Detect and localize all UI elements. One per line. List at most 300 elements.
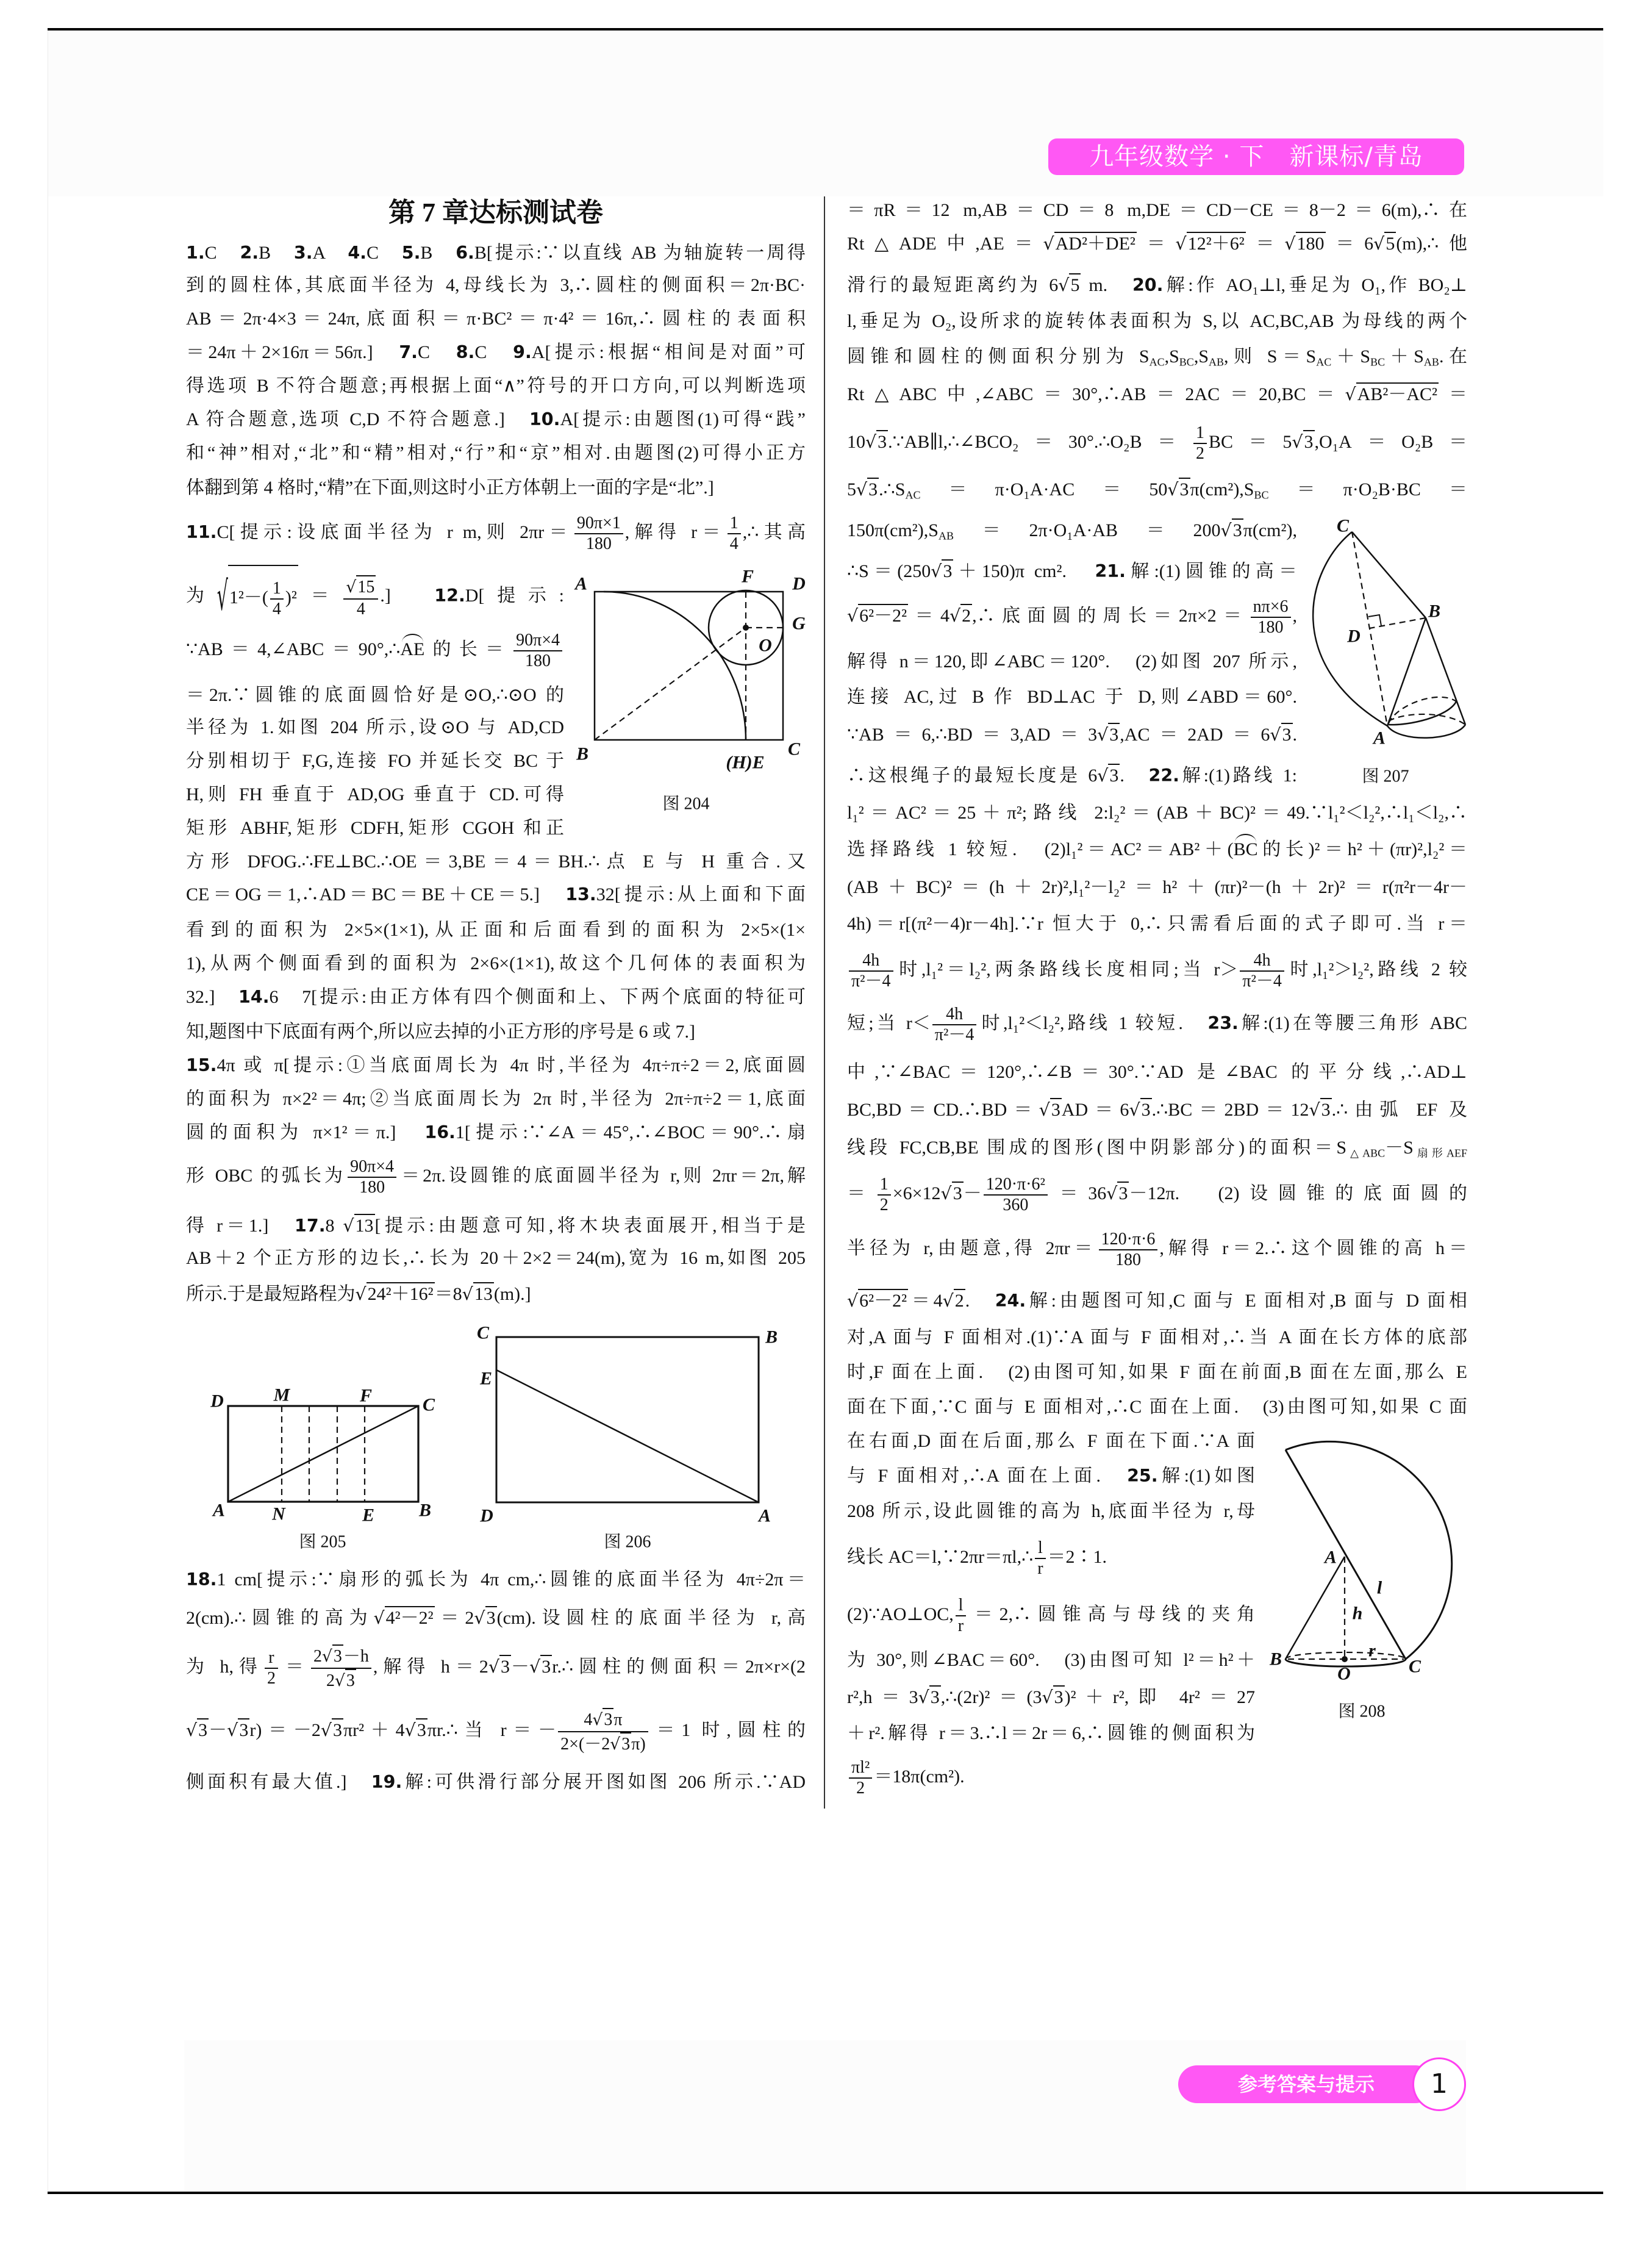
text-run: 2 [879,1196,889,1215]
text-run: .∴由弧 EF 及 [1331,1100,1467,1120]
radical-sign-icon: √ [343,1216,354,1236]
subscript: AC [905,489,921,501]
text-run: (m).] [493,1284,531,1304]
text-run: 知,题图中下底面有两个,所以应去掉的小正方形的序号是 6 或 7.] [186,1022,695,1042]
text-run: B [420,243,456,263]
question-number: 6. [456,243,474,263]
radical-sign-icon: √ [1270,725,1281,745]
text-run: 360 [1003,1196,1029,1215]
figure-204 [574,567,806,814]
figure-207 [1313,516,1465,786]
label-b: B [765,1327,778,1347]
text-run: 3 [953,1183,962,1203]
question-number: 4. [348,243,367,263]
text-run: 解:作 AO₁⊥l,垂足为 O₁,作 BO₂⊥ [1163,275,1467,295]
arc-notation: BC [1233,839,1258,859]
text-run: ＝36 [1049,1183,1107,1203]
radical-sign-icon: √ [186,1720,198,1740]
question-number: 8. [456,342,475,362]
text-run: ∴这根绳子的最短长度是 6 [847,766,1098,786]
text-run: 180 [525,651,551,671]
text-run: ＝2π.设圆锥的底面圆半径为 r,则 2πr＝2π,解 [398,1166,806,1186]
text-run: ×6×12 [892,1183,941,1203]
label-f: F [741,566,754,587]
text-run: [提示:由题意可知,将木块表面展开,相当于是 [374,1216,806,1236]
segment-ea [496,1370,759,1502]
text-run: AD²＋DE² [1055,234,1135,254]
text-run: ＝8 [434,1284,462,1304]
label-c: C [787,739,801,759]
cone-base-inner-front [1389,701,1456,725]
subscript: AB [1209,356,1225,368]
text-run: 和“神”相对,“北”和“精”相对,“行”和“京”相对.由题图(2)可得小正方 [186,443,806,463]
text-run: 解:(1)路线 1: [1179,766,1298,786]
text-run: 的长＝ [424,639,512,659]
subscript: 扇形AEF [1413,1147,1467,1160]
question-number: 21. [1095,561,1126,581]
text-run: A[提示:根据“相间是对面”可 [531,342,806,362]
text-run: (cm).设圆柱的底面半径为 r,高 [496,1608,806,1628]
radical-sign-icon: √ [610,1735,621,1754]
text-run: C [204,243,240,263]
radical-sign-icon: √ [1058,275,1070,295]
text-run: 中,∵∠BAC＝120°,∴∠B＝30°.∵AD 是∠BAC 的平分线,∴AD⊥ [847,1062,1467,1082]
text-run: 与 F 面相对,∴A 面在上面. [847,1466,1128,1486]
text-run: r²,h＝3 [847,1687,918,1707]
text-run: 到的圆柱体,其底面半径为 4,母线长为 3,∴圆柱的侧面积＝2π·BC· [186,275,806,295]
text-run: 13 [355,1216,374,1236]
text-run: 3 [333,1647,342,1666]
label-r: r [1368,1640,1376,1661]
question-number: 9. [513,342,532,362]
text-run: 体翻到第 4 格时,“精”在下面,则这时小正方体朝上一面的字是“北”.] [186,478,714,498]
text-run: r [957,1616,964,1636]
question-number: 3. [293,243,313,263]
subscript: AC [1316,356,1332,368]
text-run: ＋150)π cm². [953,561,1095,581]
text-run: 3 [239,1720,249,1740]
question-number: 17. [295,1216,326,1236]
text-run: l [958,1596,964,1615]
radical-sign-icon: √ [216,573,228,620]
radical-sign-icon: √ [1097,725,1109,745]
figure-caption: 图 207 [1362,767,1409,786]
radical-sign-icon: √ [355,1284,367,1304]
text-run: 滑行的最短距离约为 6 [847,275,1059,295]
label-e: E [362,1505,375,1526]
text-run: ＝2π.∵圆锥的底面圆恰好是⊙O,∴⊙O 的 [186,685,564,705]
text-run: ＝πR＝12 m,AB＝CD＝8 m,DE＝CD－CE＝8－2＝6(m),∴在 [847,200,1467,220]
radical-sign-icon: √ [1284,234,1296,254]
label-h: h [1352,1603,1363,1624]
text-run: r)＝－2 [249,1720,321,1740]
question-number: 7. [399,342,418,362]
text-run: ＝2 [434,1608,474,1628]
text-run: 2 [954,1291,964,1311]
radical-sign-icon: √ [1106,1183,1118,1203]
text-run: 3 [1054,1687,1064,1707]
radical-sign-icon: √ [1309,1100,1320,1120]
text-run: C [474,342,513,362]
text-run: π [613,1710,623,1730]
text-run: 1 [879,1175,889,1194]
cone-base-front [1387,725,1465,738]
label-d: D [1347,626,1361,647]
text-run: .在 [1439,346,1468,367]
label-b: B [1428,601,1441,622]
text-run: . [965,1291,995,1311]
text-run: 2×(－2 [560,1735,610,1754]
text-run: 解:由题图可知,C 面与 E 面相对,B 面与 D 面相 [1026,1291,1468,1311]
text-run: . [1120,766,1149,786]
text-run: 4 [584,1710,593,1730]
text-run: ＝π·O₁A·AC＝50 [920,479,1168,500]
right-angle-mark [1368,615,1381,626]
text-run: 180 [1115,1250,1141,1270]
text-run: ＝ [279,1657,309,1677]
point-o [1342,1656,1348,1662]
label-c: C [1408,1656,1421,1677]
text-run: 2 [266,1669,276,1688]
radical-sign-icon: √ [847,1291,859,1311]
radical-sign-icon: √ [940,1183,952,1203]
text-run: 的长)²＝h²＋(πr)²,l₂²＝ [1257,839,1467,859]
text-run: 在右面,D 面在后面,那么 F 面在下面.∵A 面 [847,1431,1255,1451]
text-run: ＝4 [908,606,949,626]
text-run: 15 [357,578,375,597]
text-run: BC,BD＝CD.∴BD＝ [847,1100,1039,1120]
figure-caption: 图 206 [604,1532,651,1552]
text-run: 为 h,得 [186,1657,263,1677]
text-run: ,AC＝2AD＝6 [1120,725,1270,745]
radical-sign-icon: √ [1043,234,1054,254]
question-number: 13. [565,884,596,905]
label-b: B [418,1500,432,1521]
text-run: 8 [325,1216,343,1236]
radical-sign-icon: √ [1345,384,1356,404]
text-run: ＋r².解得 r＝3.∴l＝2r＝6,∴圆锥的侧面积为 [847,1723,1255,1743]
text-run: 方形 DFOG.∴FE⊥BC.∴OE＝3,BE＝4＝BH.∴点 E 与 H 重合.又 [186,852,806,872]
radical-sign-icon: √ [1039,1100,1050,1120]
radical-sign-icon: √ [1292,432,1303,452]
text-run: B [259,243,294,263]
text-run: 120·π·6 [1101,1230,1156,1249]
text-run: 4 [272,600,281,619]
text-run: π²－4 [934,1025,974,1045]
text-run: ∵AB＝6,∴BD＝3,AD＝3 [847,725,1098,745]
text-run: 6 7[提示:由正方体有四个侧面和上、下两个底面的特征可 [269,987,806,1007]
text-run: 3 [1282,725,1292,745]
text-run: 3 [542,1657,551,1677]
text-run: 4 [729,534,738,554]
text-run: 2 [856,1779,865,1798]
text-run: ∵AB＝4,∠ABC＝90°,∴ [186,639,401,659]
label-b: B [1269,1649,1282,1669]
label-o: O [759,635,772,656]
label-l: l [1376,1577,1382,1598]
text-run: ＝ [847,1183,876,1203]
text-run: 4h)＝r[(π²－4)r－4h].∵r 恒大于 0,∴只需看后面的式子即可.当 r＝ [847,914,1467,934]
text-run: 3 [604,1710,613,1730]
text-run: ＝ [1439,384,1467,404]
text-run: AB＝2π·4×3＝24π,底面积＝π·BC²＝π·4²＝16π,∴圆柱的表面积 [186,309,806,329]
radical-sign-icon: √ [1220,520,1232,540]
text-run: 3 [346,1671,355,1691]
text-run: －12π. (2)设圆锥的底面圆的 [1129,1183,1468,1203]
text-run: A[提示:由题图(1)可得“践” [560,409,806,429]
text-run: m. [1081,275,1132,295]
text-run: 3 [621,1735,631,1754]
text-run: C [366,243,402,263]
text-run: l,垂足为 O₂,设所求的旋转体表面积为 S,以 AC,BC,AB 为母线的两个 [847,311,1467,331]
radical-sign-icon: √ [227,1720,238,1740]
text-run: 2 [1195,444,1204,464]
text-run: π(cm²), [1243,520,1297,540]
text-run: (m),∴他 [1396,234,1468,254]
text-run: ＝ [1136,234,1176,254]
radical-sign-icon: √ [1167,479,1179,500]
text-run: 得 r＝1.] [186,1216,295,1236]
subscript: BC [1370,356,1386,368]
label-c: C [476,1322,490,1343]
text-run: 线长 AC＝l,∵2πr＝πl,∴ [847,1547,1034,1567]
radical-sign-icon: √ [949,606,961,626]
radical-sign-icon: √ [931,561,942,581]
text-run: .∴BC＝2BD＝12 [1151,1100,1309,1120]
text-run: Rt△ABC中,∠ABC＝30°,∴AB＝2AC＝20,BC＝ [847,384,1345,404]
text-run: H,则 FH 垂直于 AD,OG 垂直于 CD.可得 [186,784,564,805]
cone-base-inner-back [1389,697,1456,723]
text-run: r [268,1648,274,1668]
text-run: 为 [186,586,217,606]
text-run: ＝24π＋2×16π＝56π.] [186,342,399,362]
figure-206 [477,1323,778,1552]
label-c: C [422,1394,435,1415]
text-run: 线段 FC,CB,BE 围成的图形(图中阴影部分)的面积＝S [847,1138,1347,1158]
text-run: 面在下面,∵C 面与 E 面相对,∴C 面在上面. (3)由图可知,如果 C 面 [847,1397,1467,1417]
question-number: 24. [995,1291,1026,1311]
text-run: － [511,1657,530,1677]
text-run: ,∴其高 [742,522,806,542]
radical-sign-icon: √ [404,1720,416,1740]
text-run: 4 [356,600,365,619]
question-number: 16. [424,1122,456,1142]
text-run: 解:(1)圆锥的高＝ [1125,561,1297,581]
radical-sign-icon: √ [847,606,859,626]
text-run: ＝2∶1. [1047,1547,1107,1567]
subscript: △ABC [1346,1147,1386,1160]
text-run: 时,l₁²＞l₂²,路线 2 较 [1285,959,1468,980]
text-run: B[提示:∵以直线 AB 为轴旋转一周得 [474,243,806,263]
text-run: 时,l₁²＜l₂²,路线 1 较短. [978,1013,1208,1033]
text-run: CE＝OG＝1,∴AD＝BC＝BE＋CE＝5.] [186,884,566,905]
text-run: ,解得 r＝ [624,522,726,542]
text-run: )² [285,587,297,608]
text-run: 3 [1118,1183,1128,1203]
text-run: ∴S＝(250 [847,561,931,581]
label-a: A [574,573,588,594]
text-run: C [418,342,456,362]
question-number: 10. [529,409,560,429]
text-run: 1 cm[提示:∵扇形的弧长为 4π cm,∴圆锥的底面半径为 4π÷2π＝ [216,1569,806,1590]
text-run: 180 [1257,618,1284,637]
cone-edge [1426,618,1465,725]
text-run: 6²－2² [859,1291,907,1311]
radical-sign-icon: √ [865,432,877,452]
text-run: ＝2π·O₁A·AB＝200 [953,520,1221,540]
text-run: 2 [313,1647,322,1666]
text-run: 圆的面积为 π×1²＝π.] [186,1122,425,1142]
sector-arc [1285,1441,1452,1659]
text-run: ＝2,∴圆锥高与母线的夹角 [968,1604,1255,1624]
text-run: ,∴(2r)²＝(3 [940,1687,1042,1707]
text-run: 3 [1109,766,1119,786]
label-b: B [576,744,589,764]
text-run: ＝4 [908,1291,943,1311]
diagonal-ac [228,1406,418,1502]
text-run: 3 [198,1720,208,1740]
text-run: 3 [1232,520,1242,540]
text-run: ＝6 [1325,234,1374,254]
text-run: 90π×4 [516,631,560,650]
point-o [743,625,749,631]
radical-sign-icon: √ [1373,234,1385,254]
text-run: π(cm²),S [1190,479,1254,500]
label-m: M [273,1385,290,1405]
figure-caption: 图 208 [1338,1702,1386,1721]
text-run: －h [343,1647,369,1666]
text-run: 120·π·6² [985,1175,1045,1194]
text-run: 半径为 r,由题意,得 2πr＝ [847,1238,1097,1258]
text-run: ＝ [1245,234,1285,254]
text-run: r [1037,1559,1043,1579]
text-run: 3 [417,1720,426,1740]
radical-sign-icon: √ [334,1671,345,1691]
subscript: AC [1149,356,1165,368]
text-run: 解:(1)如图 [1157,1466,1255,1486]
radical-sign-icon: √ [462,1284,473,1304]
text-run: 时,F 面在上面. (2)由图可知,如果 F 面在前面,B 面在左面,那么 E [847,1362,1467,1382]
text-run: ＝π·O₂B·BC＝ [1268,479,1468,500]
text-run: 3 [501,1657,510,1677]
text-run: πr.∴当 r＝－ [427,1720,557,1740]
text-run: π) [631,1735,646,1754]
text-run: 1²－( [229,587,268,608]
text-run: . [1292,725,1297,745]
text-run: － [963,1183,982,1203]
text-run: AB²－AC² [1357,384,1438,404]
text-run: 32.] [186,987,239,1007]
subscript: AB [1423,356,1439,368]
text-run: 的面积为 π×2²＝4π;②当底面周长为 2π 时,半径为 2π÷π÷2＝1,底面 [186,1089,806,1109]
text-run: 连接 AC,过 B 作 BD⊥AC 于 D,则∠ABD＝60°. [847,687,1297,707]
question-number: 22. [1148,766,1179,786]
text-run: 2(cm).∴圆锥的高为 [186,1608,374,1628]
segment-ba [1387,618,1426,726]
text-run: .∵AB∥l,∴∠BCO₂＝30°.∴O₂B＝ [888,432,1192,452]
text-run: 3 [868,479,878,500]
text-run: 圆锥和圆柱的侧面积分别为 S [847,346,1150,367]
section-title: 第 7 章达标测试卷 [388,198,603,228]
text-run: ＋S [1331,346,1371,367]
segment-ab [1285,1557,1345,1659]
text-run: －S [1385,1138,1414,1158]
text-run: 180 [585,534,612,554]
text-run: 3 [878,432,887,452]
page-number: 1 [1412,2057,1466,2111]
label-a: A [1324,1547,1337,1568]
label-o: O [1337,1663,1351,1684]
text-run: 为 30°,则∠BAC＝60°. (3)由图可知 l²＝h²＋ [847,1650,1255,1670]
question-number: 11. [186,522,217,542]
text-run: (2)∵AO⊥OC, [847,1604,954,1624]
text-run: 3 [486,1608,496,1628]
text-run: 1 [1195,423,1204,443]
text-run: πr²＋4 [343,1720,405,1740]
radical-sign-icon: √ [1042,1687,1053,1707]
text-run: 解:(1)在等腰三角形 ABC [1238,1013,1468,1033]
text-run: 90π×4 [350,1157,395,1177]
question-number: 23. [1207,1013,1239,1033]
text-run: 5 [1070,275,1080,295]
subscript: BC [1254,489,1269,501]
radical-sign-icon: √ [918,1687,929,1707]
subscript: BC [1179,356,1194,368]
figure-caption: 图 205 [299,1532,346,1552]
text-run: 4h [862,951,880,970]
text-run: AB＋2 个正方形的边长,∴长为 20＋2×2＝24(m),宽为 16 m,如图 205 [186,1248,806,1268]
radical-sign-icon: √ [474,1608,485,1628]
text-run: ,解得 h＝2 [373,1657,488,1677]
text-run: 6²－2² [859,606,907,626]
text-run: 4π 或 π[提示:①当底面周长为 4π 时,半径为 4π÷π÷2＝2,底面圆 [216,1055,806,1075]
arc-notation: AE [400,639,425,659]
question-number: 1. [186,243,205,263]
label-d: D [792,573,806,594]
text-run: l₁²＝AC²＝25＋π²;路线 2:l₂²＝(AB＋BC)²＝49.∵l₁²＜l₂²,∴l₁＜l₂,∴ [847,803,1467,823]
question-number: 19. [371,1772,402,1792]
text-run: 所示.于是最短路程为 [186,1284,356,1304]
text-run: 208 所示,设此圆锥的高为 h,底面半径为 r,母 [847,1501,1255,1521]
text-run: 3 [1179,479,1189,500]
question-number: 25. [1127,1466,1158,1486]
text-run: 时,l₁²＝l₂²,两条路线长度相同;当 r＞ [895,959,1239,980]
text-run: ,O₁A＝O₂B＝ [1314,432,1467,452]
text-run: 形 OBC 的弧长为 [186,1166,346,1186]
text-run: )²＋r²,即 4r²＝27 [1064,1687,1256,1707]
label-a: A [758,1505,771,1526]
radical-sign-icon: √ [346,578,357,597]
segment-bo [595,628,746,740]
text-run: ＋S [1385,346,1424,367]
text-run: 180 [359,1178,385,1197]
text-run: 1[提示:∵∠A＝45°,∴∠BOC＝90°.∴扇 [455,1122,806,1142]
text-run: ,S [1164,346,1179,367]
text-run: 对,A 面与 F 面相对.(1)∵A 面与 F 面相对,∴当 A 面在长方体的底部 [847,1327,1467,1347]
text-run: 短;当 r＜ [847,1013,931,1033]
text-run: 2 [326,1671,335,1691]
text-run: ,S [1193,346,1209,367]
text-run: π²－4 [1242,972,1282,991]
text-run: l [1037,1538,1043,1558]
text-run: 3 [333,1720,343,1740]
question-number: 12. [434,586,465,606]
question-number: 2. [240,243,259,263]
label-d: D [210,1391,224,1411]
text-run: nπ×6 [1253,597,1289,617]
radical-sign-icon: √ [320,1720,332,1740]
radical-sign-icon: √ [488,1657,500,1677]
